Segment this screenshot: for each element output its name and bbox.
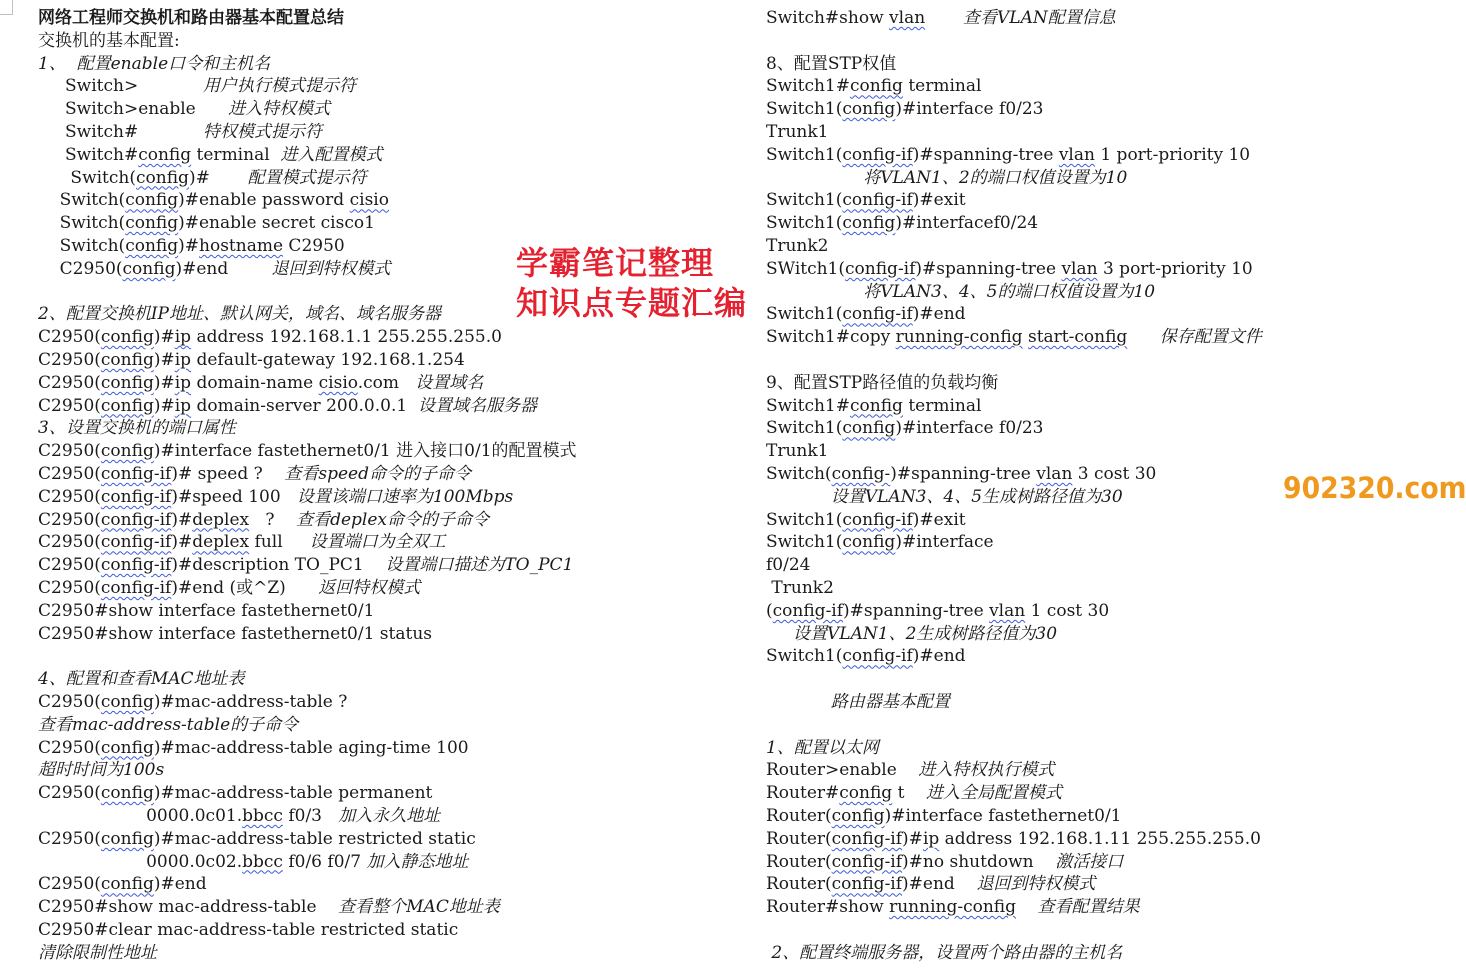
right-line xyxy=(766,303,966,326)
right-line xyxy=(766,623,1057,646)
line-text: Switch1#config terminal xyxy=(766,76,982,97)
line-text: 1、 配置enable口令和主机名 xyxy=(38,53,271,74)
line-text: Switch1(config-if)#end xyxy=(766,304,966,325)
right-line xyxy=(766,531,994,554)
left-line xyxy=(38,75,356,98)
line-text: 查看mac-address-table的子命令 xyxy=(38,714,299,735)
line-text: 4、配置和查看MAC地址表 xyxy=(38,669,245,690)
line-text: C2950(config)#end xyxy=(38,874,207,895)
right-line xyxy=(766,896,1140,919)
line-text: SWitch1(config-if)#spanning-tree vlan 3 port-priority 10 xyxy=(766,258,1253,279)
left-line xyxy=(38,258,390,281)
right-line xyxy=(766,782,1062,805)
line-text: C2950(config-if)#end (或^Z) xyxy=(38,578,319,598)
line-annotation: 设置VLAN1、2生成树路径值为30 xyxy=(793,623,1058,644)
line-annotation: 进入特权执行模式 xyxy=(918,760,1055,781)
right-line xyxy=(766,805,1121,828)
line-text: (config-if)#spanning-tree vlan 1 cost 30 xyxy=(766,600,1110,621)
right-line xyxy=(766,53,896,76)
line-annotation: 设置VLAN3、4、5生成树路径值为30 xyxy=(830,486,1123,507)
left-line xyxy=(38,30,180,53)
left-line xyxy=(38,577,420,600)
left-line xyxy=(38,805,440,828)
line-text: Switch# xyxy=(38,122,204,142)
right-line xyxy=(766,144,1250,167)
line-text: C2950(config)#mac-address-table restricted static xyxy=(38,828,476,849)
left-line xyxy=(38,600,374,623)
line-text: Switch>enable xyxy=(38,99,229,120)
line-text: Router(config-if)#no shutdown xyxy=(766,851,1056,872)
left-line xyxy=(38,668,245,691)
line-annotation: 设置该端口速率为100Mbps xyxy=(296,486,514,507)
right-line xyxy=(766,737,879,760)
left-line xyxy=(38,349,465,372)
line-text: C2950(config-if)#description TO_PC1 xyxy=(38,555,386,576)
right-line xyxy=(766,554,810,577)
line-text xyxy=(766,282,863,302)
line-text: C2950(config)#ip default-gateway 192.168.1.254 xyxy=(38,350,465,370)
line-annotation: 将VLAN3、4、5的端口权值设置为10 xyxy=(863,281,1156,302)
line-annotation: 设置域名服务器 xyxy=(418,395,537,416)
line-text xyxy=(766,487,831,507)
line-text xyxy=(766,692,831,712)
line-text: C2950(config)#interface fastethernet0/1 进入接口0/1的配置模式 xyxy=(38,441,577,462)
left-line xyxy=(38,759,164,782)
line-annotation: 查看VLAN配置信息 xyxy=(963,8,1116,28)
right-line xyxy=(766,326,1262,349)
line-text: Switch1(config-if)#exit xyxy=(766,509,966,530)
line-text: Router(config-if)#ip address 192.168.1.11 255.255.255.0 xyxy=(766,828,1261,849)
line-text: Router#show running-config xyxy=(766,897,1017,918)
left-line xyxy=(38,121,322,144)
line-text: Trunk2 xyxy=(766,578,834,598)
left-line xyxy=(38,714,298,737)
line-text: C2950(config-if)#deplex ? xyxy=(38,509,297,530)
line-text: Router(config-if)#end xyxy=(766,874,977,895)
right-line xyxy=(766,759,1054,782)
line-text: 8、配置STP权值 xyxy=(766,53,897,74)
right-line xyxy=(766,189,966,212)
line-annotation: 设置端口描述为TO_PC1 xyxy=(385,555,574,576)
line-text: Switch#config terminal xyxy=(38,144,281,165)
right-line xyxy=(766,212,1038,235)
line-text: C2950(config)#ip address 192.168.1.1 255.255.255.0 xyxy=(38,327,502,348)
left-line xyxy=(38,691,347,714)
line-text: C2950#clear mac-address-table restricted static xyxy=(38,920,459,940)
line-text: Switch1(config)#interface xyxy=(766,532,994,553)
line-annotation: 查看speed命令的子命令 xyxy=(284,464,471,484)
line-text: C2950(config-if)#deplex full xyxy=(38,532,310,553)
site-watermark: 902320.com xyxy=(1283,471,1466,505)
line-text: Switch(config)# xyxy=(38,167,248,188)
line-annotation: 退回到特权模式 xyxy=(976,874,1096,895)
line-annotation: 进入配置模式 xyxy=(280,144,383,165)
line-text: C2950(config)#mac-address-table ? xyxy=(38,692,348,712)
line-annotation: 查看配置结果 xyxy=(1037,897,1140,918)
left-line xyxy=(38,554,573,577)
right-line xyxy=(766,463,1156,486)
left-line xyxy=(38,486,513,509)
left-line xyxy=(38,440,577,463)
line-text: Switch1#config terminal xyxy=(766,395,982,416)
line-text: Switch1(config-if)#exit xyxy=(766,190,966,211)
line-annotation: 加入静态地址 xyxy=(366,851,469,872)
right-line xyxy=(766,75,981,98)
line-text: Router(config)#interface fastethernet0/1 xyxy=(766,806,1122,826)
right-line xyxy=(766,509,966,532)
line-text: C2950(config)#ip domain-name cisio.com xyxy=(38,372,416,393)
line-annotation: 用户执行模式提示符 xyxy=(203,76,357,97)
left-line xyxy=(38,942,157,965)
line-text: Trunk1 xyxy=(766,122,829,142)
right-line xyxy=(766,121,828,144)
line-text: Switch1(config)#interface f0/23 xyxy=(766,418,1044,439)
right-line xyxy=(766,486,1123,509)
line-text: 1、配置以太网 xyxy=(766,737,879,758)
left-line xyxy=(38,531,446,554)
line-annotation: 退回到特权模式 xyxy=(271,258,391,279)
right-line xyxy=(766,440,828,463)
right-line xyxy=(766,372,998,395)
left-line xyxy=(38,828,476,851)
right-line xyxy=(766,600,1109,623)
left-line xyxy=(38,417,236,440)
right-line xyxy=(766,577,834,600)
line-text: C2950#show mac-address-table xyxy=(38,897,339,918)
left-line xyxy=(38,737,469,760)
line-text: 2、配置交换机IP地址、默认网关，域名、域名服务器 xyxy=(38,304,441,325)
line-text: Switch1(config)#interfacef0/24 xyxy=(766,213,1039,234)
line-text: Trunk2 xyxy=(766,236,829,256)
line-text: 0000.0c01.bbcc f0/3 xyxy=(38,806,339,826)
line-text: C2950#show interface fastethernet0/1 status xyxy=(38,623,433,644)
stamp-line-2: 知识点专题汇编 xyxy=(516,284,748,322)
left-line xyxy=(38,851,468,874)
right-line xyxy=(766,417,1044,440)
line-text: Trunk1 xyxy=(766,441,829,462)
line-text: 网络工程师交换机和路由器基本配置总结 xyxy=(38,8,344,28)
left-line xyxy=(38,372,483,395)
left-line xyxy=(38,189,389,212)
line-text: 交换机的基本配置: xyxy=(38,30,180,51)
right-line xyxy=(766,851,1123,874)
right-line xyxy=(766,258,1253,281)
left-line xyxy=(38,782,432,805)
left-line xyxy=(38,623,432,646)
line-text: 超时时间为100s xyxy=(38,760,165,781)
right-line xyxy=(766,7,1116,30)
line-text: C2950(config)#ip domain-server 200.0.0.1 xyxy=(38,395,418,416)
right-line xyxy=(766,395,981,418)
right-line xyxy=(766,873,1095,896)
right-line xyxy=(766,98,1044,121)
left-line xyxy=(38,7,344,30)
left-line xyxy=(38,167,367,190)
line-annotation: 保存配置文件 xyxy=(1159,327,1262,348)
right-line xyxy=(766,167,1127,190)
right-line xyxy=(766,645,966,668)
page-corner-mark xyxy=(0,0,13,15)
left-line xyxy=(38,463,471,486)
line-text: Switch1#copy running-config start-config xyxy=(766,327,1128,348)
right-line xyxy=(766,235,828,258)
line-annotation: 查看deplex命令的子命令 xyxy=(296,509,489,530)
line-annotation: 配置模式提示符 xyxy=(247,167,367,188)
line-text: Switch1(config-if)#spanning-tree vlan 1 port-priority 10 xyxy=(766,144,1251,165)
left-line xyxy=(38,235,345,258)
line-annotation: 加入永久地址 xyxy=(338,806,441,826)
left-line xyxy=(38,98,330,121)
right-line xyxy=(766,942,1122,965)
line-annotation: 设置端口为全双工 xyxy=(309,532,446,553)
left-line xyxy=(38,919,458,942)
red-overlay-stamp xyxy=(516,243,747,323)
line-text: C2950(config)#end xyxy=(38,258,272,279)
line-annotation: 进入全局配置模式 xyxy=(926,783,1063,804)
right-line xyxy=(766,828,1261,851)
line-text: 2、配置终端服务器，设置两个路由器的主机名 xyxy=(766,942,1123,963)
right-line xyxy=(766,281,1155,304)
right-line xyxy=(766,691,950,714)
line-text: Switch#show vlan xyxy=(766,8,926,28)
line-text: C2950(config)#mac-address-table permanent xyxy=(38,783,433,804)
line-text: C2950(config-if)# speed ? xyxy=(38,464,285,484)
line-text: Switch1(config)#interface f0/23 xyxy=(766,99,1044,120)
line-text: C2950(config-if)#speed 100 xyxy=(38,486,297,507)
line-text: Switch1(config-if)#end xyxy=(766,646,966,667)
line-annotation: 激活接口 xyxy=(1055,851,1124,872)
line-annotation: 设置域名 xyxy=(415,372,484,393)
stamp-line-1: 学霸笔记整理 xyxy=(516,244,715,282)
left-line xyxy=(38,144,382,167)
line-text: Switch(config-)#spanning-tree vlan 3 cost 30 xyxy=(766,464,1157,484)
line-text: 0000.0c02.bbcc f0/6 f0/7 xyxy=(38,851,367,872)
line-annotation: 路由器基本配置 xyxy=(830,692,950,712)
line-annotation: 将VLAN1、2的端口权值设置为10 xyxy=(863,167,1128,188)
line-text: Router#config t xyxy=(766,783,927,804)
line-text: Router>enable xyxy=(766,760,919,781)
line-text: 9、配置STP路径值的负载均衡 xyxy=(766,372,999,393)
line-text xyxy=(766,624,793,644)
left-line xyxy=(38,873,207,896)
line-annotation: 查看整个MAC地址表 xyxy=(338,897,500,918)
line-text: C2950#show interface fastethernet0/1 xyxy=(38,600,375,621)
line-text: Switch(config)#enable password cisio xyxy=(38,190,389,211)
line-text: f0/24 xyxy=(766,555,811,576)
line-text: Switch(config)#hostname C2950 xyxy=(38,236,345,256)
line-text: 3、设置交换机的端口属性 xyxy=(38,418,236,439)
left-line xyxy=(38,212,375,235)
line-annotation: 进入特权模式 xyxy=(228,99,331,120)
line-annotation: 特权模式提示符 xyxy=(203,122,323,142)
line-annotation: 返回特权模式 xyxy=(318,578,421,598)
left-line xyxy=(38,509,489,532)
line-text: 清除限制性地址 xyxy=(38,942,157,963)
line-text xyxy=(766,168,863,188)
left-line xyxy=(38,326,502,349)
left-line xyxy=(38,395,537,418)
left-line xyxy=(38,303,441,326)
line-text: Switch> xyxy=(38,76,204,97)
left-line xyxy=(38,896,500,919)
left-line xyxy=(38,53,270,76)
line-text: C2950(config)#mac-address-table aging-time 100 xyxy=(38,737,469,758)
line-text: Switch(config)#enable secret cisco1 xyxy=(38,213,375,234)
